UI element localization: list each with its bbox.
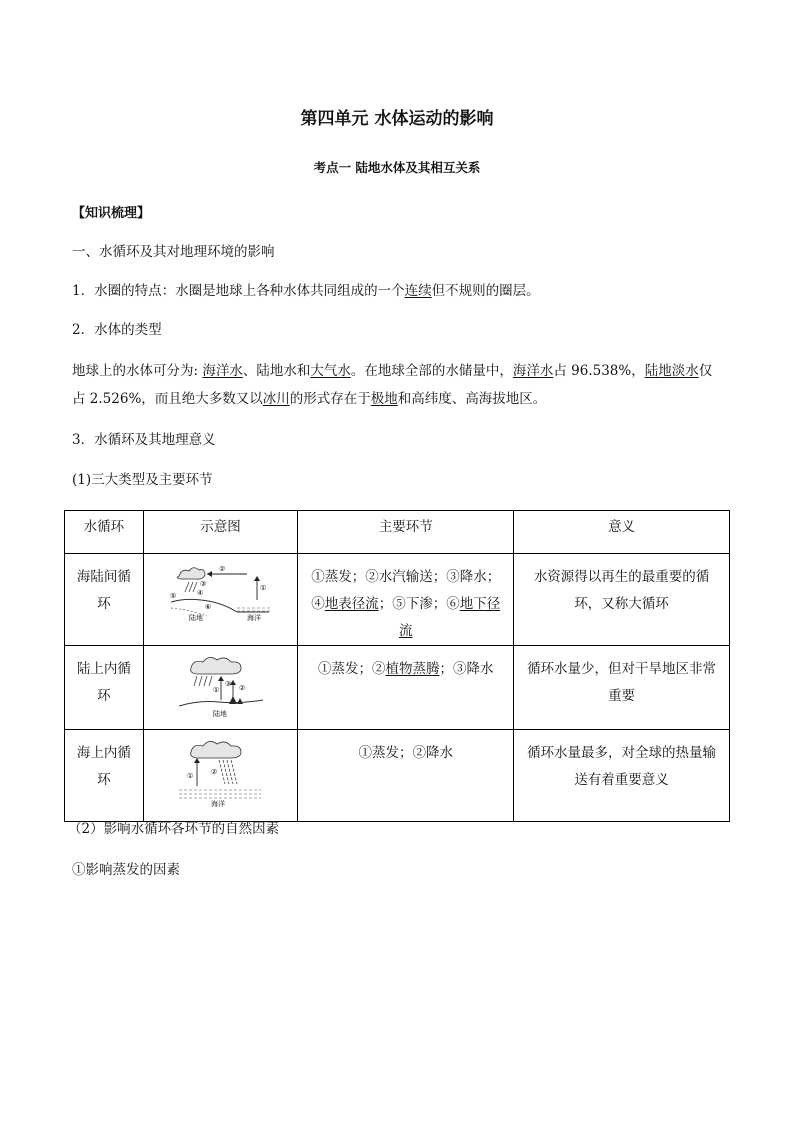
diagram-cell [143, 646, 298, 730]
table-header-row [65, 511, 730, 554]
heading-cycle-significance: 3．水循环及其地理意义 [72, 432, 216, 448]
sea-cycle-diagram [175, 738, 265, 808]
table-row [65, 730, 730, 822]
text-span: ；③降水 [439, 661, 494, 677]
meaning-text: 循环水量最多，对全球的热量输送有着重要意义 [527, 745, 717, 788]
underline-surface-runoff: 地表径流 [324, 596, 379, 612]
meaning-cell [514, 646, 730, 730]
text-span: 。在地球全部的水储量中， [350, 363, 513, 379]
p1-text-end: 但不规则的圈层。 [431, 283, 540, 299]
links-text [298, 554, 513, 645]
paragraph-water-types-line1 [72, 361, 712, 381]
diagram-label: ⑤ [170, 592, 177, 600]
text-span: 的形式存在于 [289, 391, 371, 407]
links-cell [298, 554, 514, 646]
meaning-cell [514, 730, 730, 822]
diagram-cell [143, 730, 298, 822]
heading-evaporation-factors: ①影响蒸发的因素 [72, 862, 180, 878]
heading-water-cycle: 一、水循环及其对地理环境的影响 [72, 244, 275, 260]
links-cell [298, 646, 514, 730]
text-span: ①蒸发；②水汽输送；③降水；④ [311, 569, 501, 612]
subtitle: 考点一 陆地水体及其相互关系 [313, 160, 481, 175]
diagram-label: ② [239, 684, 246, 692]
meaning-text: 循环水量少，但对干旱地区非常重要 [527, 661, 717, 704]
section-label: 【知识梳理】 [72, 206, 151, 221]
text-span: 地球上的水体可分为: [72, 363, 203, 379]
diagram-label: 陆地 [189, 614, 204, 622]
meaning-text: 水资源得以再生的最重要的循环，又称大循环 [533, 569, 710, 612]
diagram-label: ⑥ [205, 603, 212, 611]
table-row [65, 554, 730, 646]
underline-groundwater-runoff: 地下径流 [398, 596, 501, 639]
p1-underline: 连续 [404, 283, 432, 299]
diagram-label: 海洋 [211, 800, 226, 808]
table-header: 主要环节 [298, 511, 514, 554]
cycle-name: 陆上内循环 [76, 661, 131, 704]
cycle-name: 海上内循环 [76, 745, 131, 788]
text-span: 和高纬度、高海拔地区。 [397, 391, 547, 407]
page-title: 第四单元 水体运动的影响 [300, 109, 494, 129]
cycle-name-cell [65, 554, 144, 646]
diagram-label: ③ [225, 680, 232, 688]
text-span: 占 2.526%，而且绝大多数又以 [72, 391, 263, 407]
diagram-label: 陆地 [213, 710, 228, 718]
water-cycle-table [64, 510, 730, 822]
table-header: 水循环 [65, 511, 144, 554]
diagram-label: 海洋 [247, 614, 262, 622]
table-header: 意义 [514, 511, 730, 554]
diagram-cell [143, 554, 298, 646]
underline-atmospheric-water: 大气水 [310, 363, 351, 379]
links-text [298, 646, 513, 683]
p1-text: 1．水圈的特点：水圈是地球上各种水体共同组成的一个 [72, 283, 405, 299]
text-span: ；⑤下渗；⑥ [378, 596, 460, 612]
underline-transpiration: 植物蒸腾 [385, 661, 440, 677]
links-text: ①蒸发；②降水 [358, 745, 453, 761]
paragraph-water-types-line2 [72, 389, 546, 409]
diagram-label: ① [260, 584, 267, 592]
sea-land-cycle-diagram [167, 562, 273, 622]
links-cell [298, 730, 514, 822]
cycle-name-cell [65, 646, 144, 730]
diagram-label: ③ [200, 580, 207, 588]
diagram-label: ① [213, 686, 220, 694]
underline-glacier: 冰川 [262, 391, 290, 407]
meaning-cell [514, 554, 730, 646]
underline-ocean-water-2: 海洋水 [512, 363, 554, 379]
table-row [65, 646, 730, 730]
underline-fresh-water: 陆地淡水 [644, 363, 699, 379]
text-span: ①蒸发；② [317, 661, 386, 677]
heading-three-types: (1)三大类型及主要环节 [72, 472, 213, 488]
underline-ocean-water: 海洋水 [202, 363, 243, 379]
diagram-label: ② [211, 768, 218, 776]
heading-water-types: 2．水体的类型 [72, 322, 162, 338]
table-header: 示意图 [143, 511, 298, 554]
heading-natural-factors: （2）影响水循环各环节的自然因素 [68, 821, 280, 837]
text-span: 、陆地水和 [242, 363, 311, 379]
land-cycle-diagram [175, 654, 265, 718]
text-span: 仅 [698, 363, 713, 379]
text-span: 占 96.538%， [553, 363, 645, 379]
cycle-name-cell [65, 730, 144, 822]
cycle-name: 海陆间循环 [76, 569, 131, 612]
underline-polar: 极地 [370, 391, 398, 407]
diagram-label: ④ [197, 589, 204, 597]
diagram-label: ① [187, 772, 194, 780]
diagram-label: ② [219, 565, 226, 573]
paragraph-hydrosphere [72, 281, 540, 301]
